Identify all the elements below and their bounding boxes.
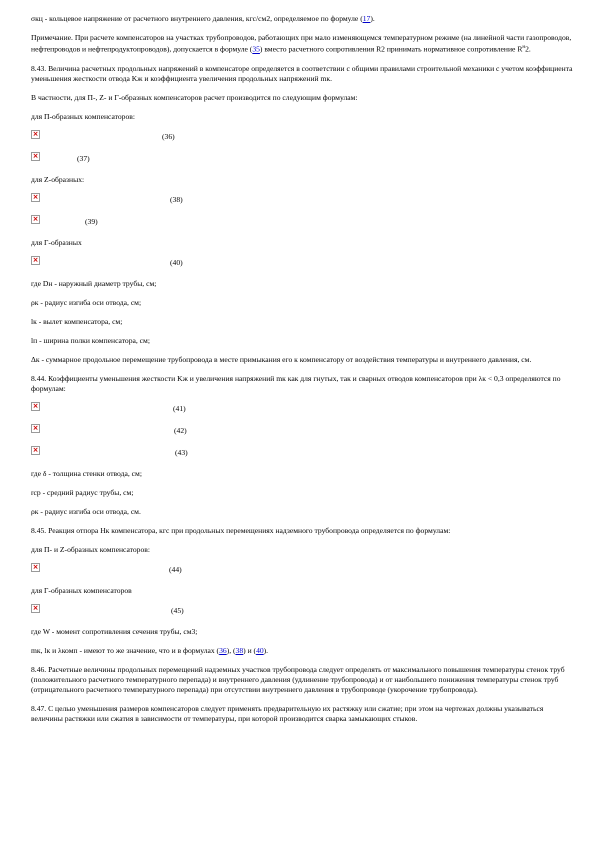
broken-image-icon [31,402,40,411]
formula-40-row [31,256,573,270]
formula-36-row [31,130,573,144]
formula-37-row [31,152,573,166]
paragraph-8-46: 8.46. Расчетные величины продольных перемещений надземных участков трубопровода следует определять от максимального повышения температуры стенок труб (положительного расчетного температурного перепада) и внутреннего давления (удлинение трубопровода) и от наибольшего понижения температуры стенок труб (отрицательного расчетного температурного перепада) при отсутствии внутреннего давления в трубопроводе (укорочение трубопровода). [31,664,565,694]
link-formula-40[interactable]: 40 [256,645,264,655]
equation-number: (36) [162,131,175,141]
broken-image-icon [31,193,40,202]
paragraph-8-44: 8.44. Коэффициенты уменьшения жесткости Kж и увеличения напряжений mк как для гнутых, так и сварных отводов компенсаторов при λк < 0,3 определяются по формулам: [31,373,561,393]
definition-rcp: rср - средний радиус трубы, см; [31,487,134,497]
text: σкц - кольцевое напряжение от расчетного внутреннего давления, кгс/см2, определяемое по формуле ( [31,14,363,23]
x-glyph: × [32,129,39,138]
paragraph-sigma-kc [31,14,573,24]
superscript: н [522,45,526,50]
text: ) и ( [243,645,257,655]
definition-lp: lп - ширина полки компенсатора, см; [31,335,150,345]
equation-number: (38) [170,194,183,204]
x-glyph: × [32,603,39,612]
label-z-shaped: для Z-образных: [31,174,85,184]
x-glyph: × [32,562,39,571]
paragraph-same-meaning [31,646,573,656]
link-formula-17[interactable]: 17 [362,14,371,23]
text: 2. [525,44,531,54]
formula-42-row [31,424,573,438]
definition-delta: где δ - толщина стенки отвода, см; [31,468,142,478]
equation-number: (40) [170,257,183,267]
equation-number: (37) [77,153,90,163]
broken-image-icon [31,256,40,265]
paragraph-8-43: 8.43. Величина расчетных продольных напряжений в компенсаторе определяется в соответствии с общими правилами строительной механики с учетом коэффициента уменьшения жесткости отвода Kж и коэффициента увеличения продольных напряжений mк. [31,63,573,83]
x-glyph: × [32,151,39,160]
text: mк, lк и λкомп - имеют то же значение, что и в формулах ( [31,645,220,655]
definition-lk: lк - вылет компенсатора, см; [31,316,123,326]
broken-image-icon [31,424,40,433]
broken-image-icon [31,446,40,455]
label-p-shaped: для П-образных компенсаторов: [31,111,135,121]
definition-dn: где Dн - наружный диаметр трубы, см; [31,278,157,288]
formula-38-row [31,193,573,207]
broken-image-icon [31,215,40,224]
broken-image-icon [31,152,40,161]
definition-rho-k: ρк - радиус изгиба оси отвода, см; [31,297,142,307]
link-formula-36[interactable]: 36 [219,645,227,655]
x-glyph: × [32,255,39,264]
formula-39-row [31,215,573,229]
text: ) вместо расчетного сопротивления R2 принимать нормативное сопротивление R [259,44,523,54]
definition-delta-k: Δк - суммарное продольное перемещение трубопровода в месте примыкания его к компенсатору от воздействия температуры и внутреннего давления, см. [31,354,532,364]
x-glyph: × [32,192,39,201]
x-glyph: × [32,214,39,223]
equation-number: (45) [171,605,184,615]
definition-w: где W - момент сопротивления сечения трубы, см3; [31,626,198,636]
paragraph-8-47: 8.47. С целью уменьшения размеров компенсаторов следует применять предварительную их растяжку или сжатие; при этом на чертежах должны указываться величины растяжки или сжатия в зависимости от температуры, при которой производится сварка замыкающих стыков. [31,703,544,723]
label-p-z-shaped: для П- и Z-образных компенсаторов: [31,544,150,554]
text: Примечание. При расчете компенсаторов на участках трубопроводов, работающих при мало изменяющемся температурном режиме (на линейной части газопроводов, нефтепроводов и нефтепродуктопроводов), допускается в формуле ( [31,33,572,54]
paragraph-8-45: 8.45. Реакция отпора Hк компенсатора, кгс при продольных перемещениях надземного трубопровода определяется по формулам: [31,525,451,535]
x-glyph: × [32,423,39,432]
link-formula-38[interactable]: 38 [235,645,244,655]
equation-number: (41) [173,403,186,413]
paragraph-calc-formulas: В частности, для П-, Z- и Г-образных компенсаторов расчет производится по следующим формулам: [31,92,358,102]
paragraph-note [31,33,573,55]
equation-number: (43) [175,447,188,457]
broken-image-icon [31,563,40,572]
formula-41-row [31,402,573,416]
definition-rho-k-2: ρк - радиус изгиба оси отвода, см. [31,506,141,516]
label-g-shaped: для Г-образных [31,237,82,247]
equation-number: (39) [85,216,98,226]
text: ), ( [226,645,236,655]
label-g-shaped-2: для Г-образных компенсаторов [31,585,132,595]
broken-image-icon [31,130,40,139]
link-formula-35[interactable]: 35 [252,44,260,54]
equation-number: (42) [174,425,187,435]
x-glyph: × [32,445,39,454]
x-glyph: × [32,401,39,410]
text: ). [263,645,269,655]
broken-image-icon [31,604,40,613]
formula-43-row [31,446,573,460]
formula-45-row [31,604,573,618]
equation-number: (44) [169,564,182,574]
text: ). [370,14,375,23]
formula-44-row [31,563,573,577]
